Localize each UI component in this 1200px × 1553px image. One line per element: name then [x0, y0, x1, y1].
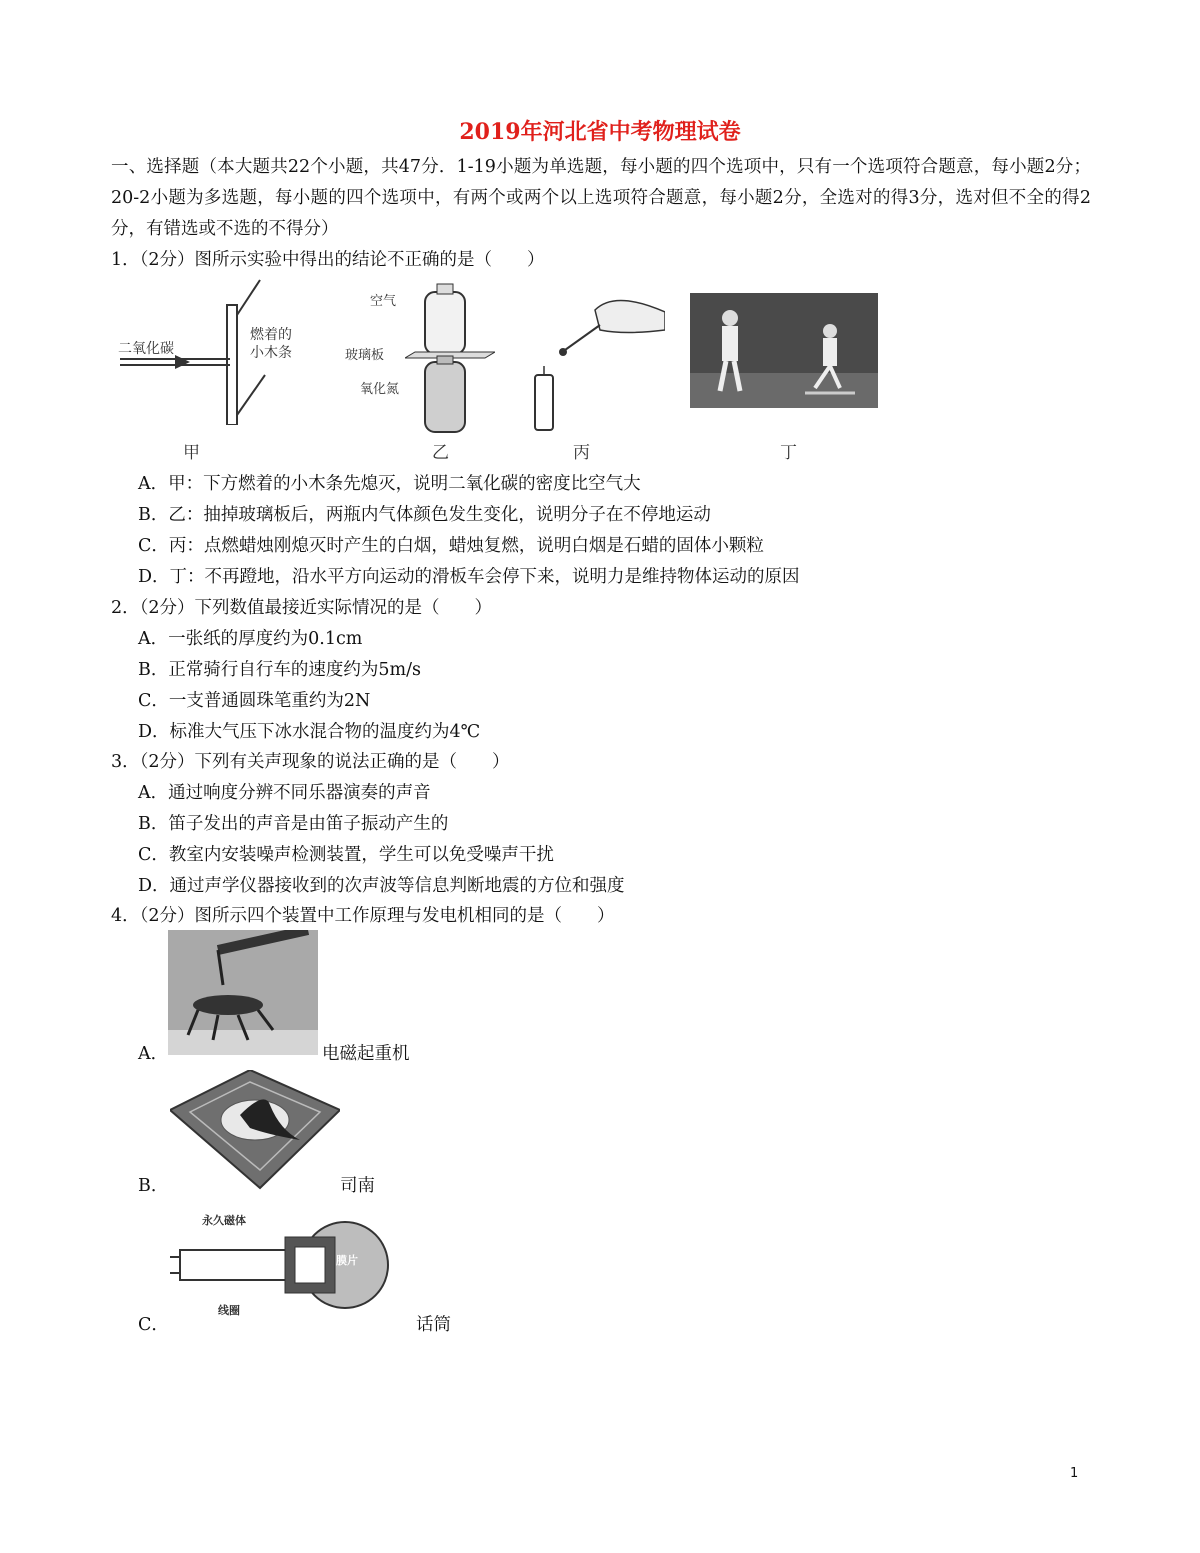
caption-jia: 甲: [183, 443, 200, 463]
label-glass-plate: 玻璃板: [345, 348, 385, 363]
q3-option-b: B．笛子发出的声音是由笛子振动产生的: [138, 814, 449, 834]
q1-option-b: B．乙：抽掉玻璃板后，两瓶内气体颜色发生变化，说明分子在不停地运动: [138, 505, 711, 525]
q1-figure-bing: [525, 290, 665, 435]
q2-option-d: D．标准大气压下冰水混合物的温度约为4℃: [138, 722, 481, 742]
q1-figure-yi: [405, 282, 495, 442]
label-nitrogen-oxide: 氧化氮: [360, 382, 400, 397]
label-diaphragm: 膜片: [336, 1254, 358, 1267]
q4-option-b-text: 司南: [340, 1176, 375, 1196]
caption-bing: 丙: [573, 443, 590, 463]
label-permanent-magnet: 永久磁体: [202, 1214, 246, 1227]
q3-option-c: C．教室内安装噪声检测装置，学生可以免受噪声干扰: [138, 845, 554, 865]
compass-image: [170, 1070, 340, 1190]
q1-option-a: A．甲：下方燃着的小木条先熄灭，说明二氧化碳的密度比空气大: [138, 474, 641, 494]
q4-option-c-text: 话筒: [416, 1315, 451, 1335]
q1-stem: 1．（2分）图所示实验中得出的结论不正确的是（ ）: [111, 250, 545, 270]
q2-option-b: B．正常骑行自行车的速度约为5m/s: [138, 660, 421, 680]
q3-option-d: D．通过声学仪器接收到的次声波等信息判断地震的方位和强度: [138, 876, 625, 896]
caption-ding: 丁: [780, 443, 797, 463]
page-title: 2019年河北省中考物理试卷: [459, 119, 741, 145]
q4-stem: 4．（2分）图所示四个装置中工作原理与发电机相同的是（ ）: [111, 906, 615, 926]
q2-option-a: A．一张纸的厚度约为0.1cm: [138, 629, 363, 649]
q3-stem: 3．（2分）下列有关声现象的说法正确的是（ ）: [111, 752, 510, 772]
q4-option-a-text: 电磁起重机: [322, 1044, 410, 1064]
q1-option-c: C．丙：点燃蜡烛刚熄灭时产生的白烟，蜡烛复燃，说明白烟是石蜡的固体小颗粒: [138, 536, 764, 556]
label-coil: 线圈: [218, 1304, 240, 1317]
q2-stem: 2．（2分）下列数值最接近实际情况的是（ ）: [111, 598, 493, 618]
q4-option-b-letter: B．: [138, 1176, 169, 1196]
crane-image: [168, 930, 318, 1055]
label-co2: 二氧化碳: [118, 341, 174, 357]
label-air: 空气: [370, 294, 397, 309]
q2-option-c: C．一支普通圆珠笔重约为2N: [138, 691, 371, 711]
caption-yi: 乙: [432, 443, 449, 463]
q4-option-a-letter: A．: [138, 1044, 169, 1064]
q1-option-d: D．丁：不再蹬地，沿水平方向运动的滑板车会停下来，说明力是维持物体运动的原因: [138, 567, 800, 587]
q4-option-c-letter: C．: [138, 1315, 169, 1335]
section-header: 一、选择题（本大题共22个小题，共47分．1-19小题为单选题，每小题的四个选项中，只有一个选项符合题意，每小题2分；20-2小题为多选题，每小题的四个选项中，有两个或两个以上选项符合题意，每小题2分，全选对的得3分，选对但不全的得2分，有错选或不选的不得分）: [111, 157, 1091, 239]
label-burning-stick: 燃着的小木条: [250, 327, 292, 361]
q3-option-a: A．通过响度分辨不同乐器演奏的声音: [138, 783, 431, 803]
page-number: 1: [1070, 1466, 1079, 1481]
q1-figure-ding: [690, 293, 878, 408]
